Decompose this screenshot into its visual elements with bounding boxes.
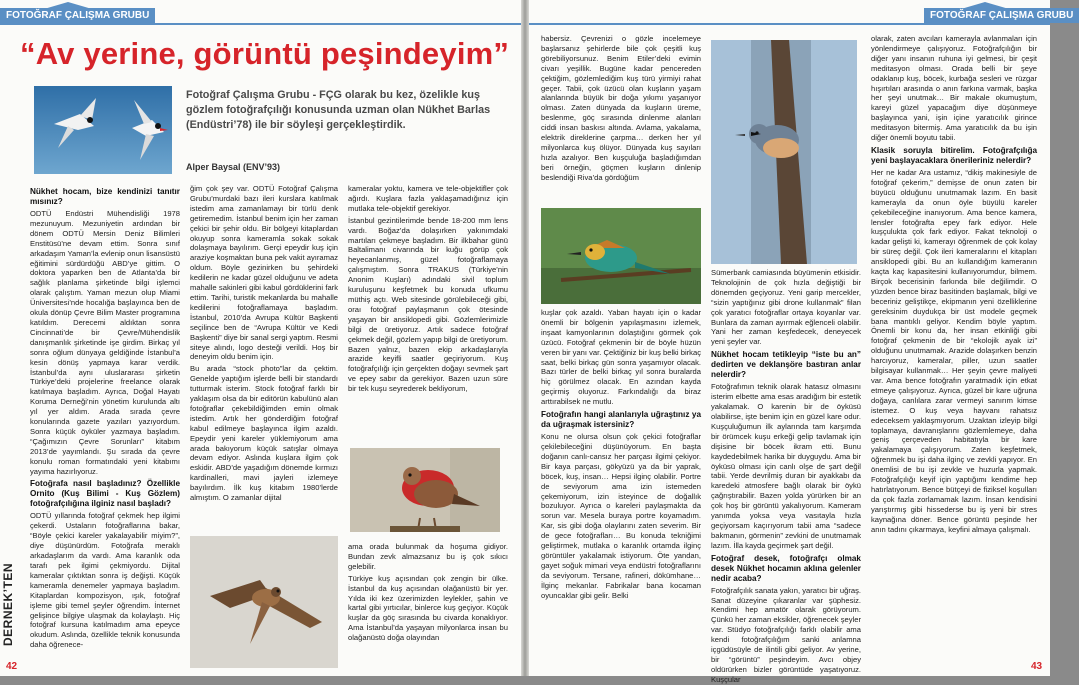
interview-question: Fotoğraf desek, fotoğrafçı olmak desek Nükhet hocamın aklına gelenler nedir acaba? <box>711 553 861 583</box>
photo-kestrel <box>190 536 338 668</box>
right-page <box>529 0 1074 684</box>
interview-answer: olarak, zaten avcıları kamerayla avlanmaları için yönlendirmeye çalışıyoruz. Fotoğrafçılığın bir diğer yanı insanın ruhuna iyi gelmesi, bir çeşit meditasyon olması. Orada belli bir şeye odaklanıp kuş, böcek, kurbağa sesleri ve rüzgar hışırtıları arasında o anın farkına varmak, başka her şeyi unutmak… Bir makale okumuştum, kareyi güzel yapacağım diye düşünmeye başlayınca yani, işin içine yaratıcılık girince meditasyon bitermiş. Ama yaratıcılık da bu işin diğer önemli boyutu tabii. <box>871 34 1037 143</box>
interview-answer: kameralar yoktu, kamera ve tele-objektifler çok ağırdı. Kuşlara fazla yaklaşamadığınız için mutlaka tele-objektif gerekiyor. <box>348 184 508 213</box>
photo-nuthatch <box>711 40 857 264</box>
interview-answer: İstanbul gezintilerimde bende 18-200 mm lens vardı. Boğaz’da dolaşırken yakınımdaki martıları çekmeye başladım. Bir ilkbahar günü Baltalimanı civarında bir kuğu görüp çok heyecanlanmış, güzel fotoğraflamaya çalışmıştım. Sonra TRAKUS (Türkiye’nin Anonim Kuşları) adındaki sivil toplum kuruluşunu keşfetmek bu konuda ufkumu müthiş açtı. Web sitesinde görülebileceği gibi, oraı fotoğraf paylaşmanın çok ötesinde yaşayan bir ansiklopedi gibi. Gözlemlerimizle bilgi de üretiyoruz. Artık sadece fotoğraf çekmek değil, gözlem yapıp bilgi de üretiyorum. Bazen yalnız, bazen ekip arkadaşlarıyla arazide keyifli saatler geçiriyorum. Kuş fotoğrafçılığı için gerçekten doğayı sevmek şart ve epey sabır da gerekiyor. Bazen uzun süre bir tek kuşu seyrederek bekliyorum, <box>348 215 508 394</box>
left-column-3 <box>348 184 508 468</box>
photo-terns <box>34 86 172 174</box>
article-byline: Alper Baysal (ENV’93) <box>186 162 281 172</box>
section-vertical-label: DERNEK’TEN <box>0 540 16 676</box>
header-rule <box>0 23 521 25</box>
right-column-2 <box>711 268 861 684</box>
interview-answer: ODTÜ Endüstri Mühendisliği 1978 mezunuyum. Mezuniyetin ardından bir dönem ODTÜ Mersin Deniz Bilimleri Enstitüsü’ne devam ettim. Sonra sınıf arkadaşım Yaman’la evlenip onun lisansüstü eğitimini sürdürdüğü ABD’ye gittim. O doktora yaparken ben de Atlanta’da bir sağlık planlama şirketinde bilgi işlemci olarak çalıştım. Yaman mezun olup Miami Üniversitesi’nde hocalığa başlayınca ben de okula dönüp Çevre Bilim Master programına katıldım. Derecemi aldıktan sonra Cincinnati’de bir Çevre/Mühendislik danışmanlık şirketinde işe girdim. Birkaç yıl sonra oğlum dünyaya geldiğinde İstanbul’a kesin dönüş yapmaya karar verdik. İstanbul’da aynı uluslararası şirketin Türkiye’deki projelerine freelance olarak katılmaya başladım. Ayrıca, Doğal Hayatı Koruma Derneği’nin yönetim kurulunda altı yıl yer aldım. Arada sırada çevre konularında gazete yazıları yazıyordum. Sonra küçük öyküler yazmaya başladım. “Çağımızın Çevre Sorunları” kitabım 2013’de yayımlandı. Şu sırada da çevre konulu roman formatındaki yeni kitabımı yayıma hazırlıyoruz. <box>30 209 180 476</box>
article-title: “Av yerine, görüntü peşindeyim” <box>20 36 510 71</box>
left-column-3-continued <box>348 542 508 668</box>
page-number-left: 42 <box>6 661 18 672</box>
spine-gutter <box>521 0 529 676</box>
right-column-3 <box>871 34 1037 670</box>
interview-question: Fotoğrafa nasıl başladınız? Özellikle Ornito (Kuş Bilimi - Kuş Gözlem) fotoğrafçılığına ilginiz nasıl başladı? <box>30 479 180 509</box>
interview-answer: ğim çok şey var. ODTÜ Fotoğraf Çalışma Grubu’murdaki bazı ileri kurslara katılmak istedim ama zamanlamayı bir türlü denk getiremedim. İstanbul benim için her zaman çekici bir şehir oldu. Bir bölgeyi kitaplardan okuyup sonra kameramla sokak sokak dolaşmaya bayılırım. Gerçi epeydir kuş için araziye koşmaktan buna pek vakit ayıramaz oldum. Böyle gezinirken bu şehirdeki kedilerin ne kadar güzel olduğunu ve adeta mahalle sakinleri gibi kabul gördüklerini fark ettim. Tarihi, turistik mekanlarda bu mahalle kedilerini fotoğraflamaya başladım. İstanbul, 2010’da Avrupa Kültür Başkenti seçilince ben de “Avrupa Kültür ve Kedi Başkenti” diye bir sanal sergi yaptım. Resmi siteye alındı, logo desteği verildi. Hoş bir deneyim oldu benim için. <box>190 184 338 362</box>
left-column-2 <box>190 184 338 528</box>
interview-question: Klasik soruyla bitirelim. Fotoğrafçılığa yeni başlayacaklara önerileriniz nelerdir? <box>871 145 1037 165</box>
interview-answer: ODTÜ yıllarında fotoğraf çekmek hep ilgimi çekerdi. Ustaların fotoğraflarına bakar, “Böyle çekici kareler yakalayabilir miyim?”, diye düşünürdüm. Fotoğrafa meraklı arkadaşlarım da vardı. Ama karanlık oda tarafı pek ilgimi çekmiyordu. Dijital kameralar çıktıktan sonra iş değişti. Küçük kameramla denemeler yapmaya başladım. Kitaplardan kompozisyon, ışık, fotoğraf işleme gibi temel şeyler öğrendim. İnternet gelişince bilgiye ulaşmak da kolaylaştı. Hiç fotoğraf kursuna katılmadım ama epeyce okudum. Aslında, özellikle teknik konusunda daha öğrenece- <box>30 511 180 650</box>
interview-answer: Sümerbank camiasında büyümenin etkisidir. Teknolojinin de çok hızla değiştiği bir dönemden geçiyoruz. Yeni garip mercekler, “sizin yaptığınız gibi drone kullanmak” filan çok yaratıcı fotoğraflar ortaya koyanlar var. Bunlara da zaman ayırmak eğlenceli olabilir. Yani her zaman keşfedecek, deneyecek yeni şeyler var. <box>711 268 861 347</box>
interview-answer: Türkiye kuş açısından çok zengin bir ülke. İstanbul da kuş açısından olağanüstü bir yer. Yılda iki kez üzerimizden leylekler, şahin ve kartal gibi yırtıcılar, binlerce kuş geçiyor. Küçük kuşlar da göç sırasında bu civarda konaklıyor. Ama İstanbul’da yaşayan milyonlarca insan bu olağanüstü doğa olayından <box>348 573 508 643</box>
right-column-1 <box>541 34 701 206</box>
right-column-1-continued <box>541 308 701 670</box>
interview-question: Nükhet hocam, bize kendinizi tanıtır mısınız? <box>30 187 180 206</box>
section-header-left <box>0 2 521 28</box>
interview-answer: Fotoğrafımın teknik olarak hatasız olmasını isterim elbette ama esas aradığım bir estetik yakalamak. O karenin bir de öyküsü olabilirse, işte benim için en güzel kare odur. Kuşçuluğumun ilk aylarında tam karşımda bir örümcek kuşu erkeği gelip tavlamak için dişisine bir böcek ikram etti. Bunu kaydedebilmek harika bir duyguydu. Ama bir öyküsü olması için canlı olşe de şart değil tabii. Yerde devrilmiş duran bir ayakkabı da karedeki atmosfere bağlı olarak bir öykü çağrıştırabilir. Bazen yolda yürürken bir an çok hoş bir görüntü yakalıyorum. Kameram yanımda yoksa veya vasıtayla hızla geçiyorsam kaçırıyorum tabii ama “sadece bakmanın, görmenin” zevkini de unutmamak lazım. İlla kayda geçirmek şart değil. <box>711 382 861 550</box>
interview-answer: Her ne kadar Ara ustamız, “dikiş makinesiyle de fotoğraf çekerim,” demişse de onun zaten bir büyücü olduğunu unutmamak lazım. En basit kamerayla da onun öyle büyülü kareler çekebileceğine inanıyorum. Ama bence kamera, lensler fotoğrafta epey fark ediyor. Hele kuşçulukta çok fark ediyor. Fakat teknoloji o kadar gelişti ki, kamerayı öğrenmek de çok kolay bir süreç değil. Çok ileri kameralarını el kitapları ansiklopedi gibi. Bu an kullandığım kameranın kaçta kaç kapasitesini kullanıyorumdur, bilmem. Birçok becerisinin farkında bile değilimdir. O yüzden bence biraz basitinden başlamak, bilgi ve beceriniz geliştikçe, ekipmanın yeni özelliklerine gereksinim duydukça bir üst modele geçmek bana mantıklı geliyor. Kendim böyle yaptım. Önemli bir konu da, her insan etkinliği gibi fotoğraf çekmenin de bir “ekolojik ayak izi” olduğunu unutmamak. Arazide dolaşırken benzin harcıyoruz, kameralar, piller, uzun saatler bilgisayar kullanmak… Her şeyin çevre maliyeti var. Ama bence fotoğrafın yaratmadık için etkat etmeye çalışıyoruz. Ayrıca, güzel bir kare uğruna doğaya, canlılara zarar vermeyi sanırım kimse istemez. O kuş veya hayvanı rahatsız edeceksem yaklaşmıyorum. Uzaktan izleyip bilgi toplamaya, davranışlarını gözlemlemeye, daha geniş çerçeveden habitatıyla bir kare yakalamaya çalışıyorum. Zaten keşfetmek, öğrenmek bu işi daha ilginç ve zevkli yapıyor. En önemlisi de bu işi zevkle ve huzurla yapmak. Fotoğrafçılığı keyif için yaptığımı kendime hep hatırlatıyorum. Bence bütçeyi de fiziksel koşulları da çok fazla zorlamamak lazım. İnsan kendisini yarıştırmış gibi hissederse bu iş yeni bir stres kaynağına döner. Bence görüntü peşinde her anın tadını çıkarmaya, keyfini almaya çalışmalı. <box>871 167 1037 534</box>
photo-bee-eater <box>541 208 701 304</box>
photo-linnet <box>350 448 500 532</box>
interview-answer: Konu ne olursa olsun çok çekici fotoğraflar çekilebileceğini düşünüyorum. En başta doğanın canlı-cansız her parçası ilgimi çekiyor. Bir kaya parçası, gökyüzü ya da bir yaprak, böcek, kuş, insan… Hepsi ilginç olabilir. Portre de seviyorum ama izin istemeden çekemiyorum, izin isteyince de doğallık bozuluyor. Ayrıca o kareleri paylaşmakta da sorun var. Mesela buraya portre koyamadım. Kar, sis gibi doğa olaylarını zaten severim. Bir de gece fotoğrafları… Bu konuda tekniğimi geliştirmek, mutlaka o karanlık ortamda ilginç görüntüler yakalamak istiyorum. Öte yandan, gayet soğuk mimari veya endüstri fotoğraflarını da seviyorum. Tersane, rafineri, dökümhane… İlginç mekanlar. Fabrikalar bana kocaman oyuncaklar gibi gelir. Belki <box>541 432 701 600</box>
interview-question: Nükhet hocam tetikleyip “iste bu an” dedirten ve deklanşöre bastıran anlar nelerdir? <box>711 350 861 380</box>
left-column-1 <box>30 184 180 652</box>
interview-answer: habersiz. Çevrenizi o gözle incelemeye başlarsanız şehirlerde bile çok çeşitli kuş görebiliyorsunuz. Benim Etiler’deki evimin civarı yeşillik. Bugüne kadar pencereden çektiğim, gözlemlediğim kuş türü yirmiyi rahat geçer. Tabii, çok üzücü olan kuşların yaşam alanlarında büyük bir doğa yıkımı yaşanıyor olması. Zaten dünyada da kuşların üreme, beslenme, göç sırasında dinlenme alanları ciddi insan baskısı altında. Avlama, yakalama, elektrik direklerine çarpma… derken her yıl milyonlarca kuş ölüyor. Dünyada kuş sayıları hızla azalıyor. Ben kuşçuluğa başladığımdan beri örneğin, göçmen kuşların dinlenip beslendiği Riva’da gördüğüm <box>541 34 701 182</box>
header-rule <box>529 23 1050 25</box>
section-label: FOTOĞRAF ÇALIŞMA GRUBU <box>924 8 1079 23</box>
page-number-right: 43 <box>1031 661 1043 672</box>
interview-answer: ama orada bulunmak da hoşuma gidiyor. Bundan zevk almazsanız bu iş çok sıkıcı gelebilir. <box>348 542 508 571</box>
interview-answer: Fotoğrafçılık sanata yakın, yaratıcı bir uğraş. Sanat düzeyine çıkaranlar var şüphesiz. Kendimi hep amatör olarak görüyorum. Çünkü her zaman eksikler, öğrenecek şeyler var. Stüdyo fotoğrafçılığı farklı olabilir ama kendi fotoğrafçılığım sanki anlamna içgüdüsüyle de ilintili gibi geliyor. Av yerine, bir “görüntü” peşindeyim. Avcı objey oldürürken bizler görüntüde yaşatıyoruz. Kuşçular <box>711 585 861 684</box>
section-label: FOTOĞRAF ÇALIŞMA GRUBU <box>0 8 155 23</box>
interview-answer: kuşlar çok azaldı. Yaban hayatı için o kadar önemli bir bölgenin yapılaşmasını izlemek, inşaat kamyonlarının dolaştığını görmek çok üzücü. Fotoğraf çekmenin bir de böyle hüzün veren bir yanı var. Çektiğiniz bir kuş belki birkaç saat, belki birkaç gün sonra yaşamıyor olacak. Bazı türler de belki birkaç yıl sonra buralarda hiç görülmez olacak. En azından kayda geçirmiş oluyoruz. Farkındalığı da biraz arttırabilsek ne mutlu. <box>541 308 701 407</box>
section-header-right <box>529 2 1074 28</box>
article-intro: Fotoğraf Çalışma Grubu - FÇG olarak bu kez, özelikle kuş gözlem fotoğrafçılığı konusunda uzman olan Nükhet Barlas (Endüstri’78) ile bir söyleşi gerçekleştirdik. <box>186 89 491 131</box>
interview-answer: Bu arada “stock photo”lar da çektim. Genelde yaptığım işlerde belli bir standardı tutturmak isterim. Stock fotoğraf farklı bir yaklaşım olsa da bir editörün kabulünü alan fotoğraflar çekebildiğimden emin olmak istedim. Artık her gönderdiğim fotoğraf kabul edilmeye başlayınca ilgim azaldı. Epeydir yeni kareler yüklemiyorum ama arada bakıyorum küçük satışlar olmaya devam ediyor. Aslında kuşlara ilgim çok eskidir. ABD’de yaşadığım dönemde kırmızı kardinalleri, mavi jayleri izlemeye bayılırdım. İlk kuş kitabım 1980’lerde almıştım. O zamanlar dijital <box>190 364 338 503</box>
interview-question: Fotoğrafın hangi alanlarıyla uğraştınız ya da uğraşmak istersiniz? <box>541 410 701 430</box>
left-page <box>0 0 521 676</box>
